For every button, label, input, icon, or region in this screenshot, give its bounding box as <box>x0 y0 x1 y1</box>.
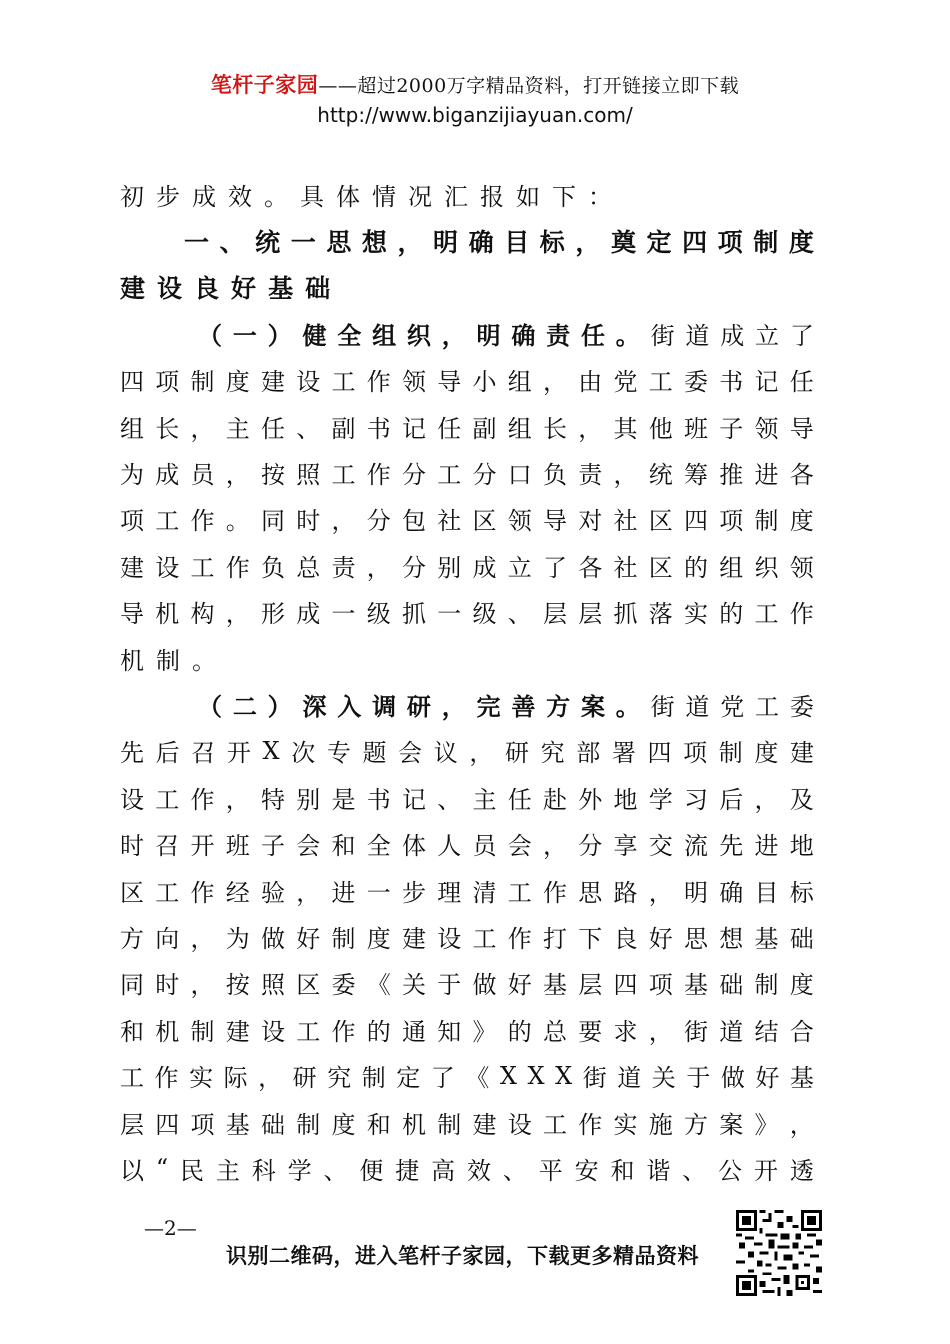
text-line: 先 后 召 开 X 次 专 题 会 议 ， 研 究 部 署 四 项 制 度 建 <box>120 736 814 768</box>
brand-name: 笔杆子家园 <box>210 72 319 97</box>
text-line: （ 一 ） 健 全 组 织 ， 明 确 责 任 。 街 道 成 立 了 <box>198 320 814 350</box>
text-line: 区 工 作 经 验 ， 进 一 步 理 清 工 作 思 路 ， 明 确 目 标 <box>120 878 814 907</box>
text-line: 组 长 ， 主 任 、 副 书 记 任 副 组 长 ， 其 他 班 子 领 导 <box>120 414 814 443</box>
text-line: 层 四 项 基 础 制 度 和 机 制 建 设 工 作 实 施 方 案 》 ， <box>120 1110 814 1139</box>
text-line: 建 设 良 好 基 础 <box>120 273 331 303</box>
text-line: 机 制 。 <box>120 646 216 675</box>
header-tagline: ——超过2000万字精品资料，打开链接立即下载 <box>318 75 740 97</box>
text-line: 以 “ 民 主 科 学 、 便 捷 高 效 、 平 安 和 谐 、 公 开 透 <box>120 1154 814 1185</box>
text-line: 方 向 ， 为 做 好 制 度 建 设 工 作 打 下 良 好 思 想 基 础 <box>120 924 814 953</box>
header-banner <box>0 70 950 101</box>
text-line: 工 作 实 际 ， 研 究 制 定 了 《 X X X 街 道 关 于 做 好 基 <box>120 1061 814 1093</box>
text-line: 一 、 统 一 思 想 ， 明 确 目 标 ， 奠 定 四 项 制 度 <box>184 227 814 257</box>
qr-code-icon[interactable] <box>736 1210 822 1296</box>
text-line: 为 成 员 ， 按 照 工 作 分 工 分 口 负 责 ， 统 筹 推 进 各 <box>120 461 814 490</box>
text-line: 导 机 构 ， 形 成 一 级 抓 一 级 、 层 层 抓 落 实 的 工 作 <box>120 600 814 629</box>
footer-promo-text: 识别二维码，进入笔杆子家园，下载更多精品资料 <box>226 1243 699 1268</box>
text-line: 四 项 制 度 建 设 工 作 领 导 小 组 ， 由 党 工 委 书 记 任 <box>120 368 814 397</box>
text-line: 建 设 工 作 负 总 责 ， 分 别 成 立 了 各 社 区 的 组 织 领 <box>120 553 814 582</box>
page-number: —2— <box>144 1216 197 1240</box>
document-body <box>120 171 814 1192</box>
document-header <box>0 70 950 129</box>
text-line: 同 时 ， 按 照 区 委 《 关 于 做 好 基 层 四 项 基 础 制 度 <box>120 971 814 1000</box>
text-line: 初 步 成 效 。 具 体 情 况 汇 报 如 下 ： <box>120 182 612 211</box>
text-line: 设 工 作 ， 特 别 是 书 记 、 主 任 赴 外 地 学 习 后 ， 及 <box>120 785 814 814</box>
text-line: 和 机 制 建 设 工 作 的 通 知 》 的 总 要 求 ， 街 道 结 合 <box>120 1017 814 1046</box>
text-line: 时 召 开 班 子 会 和 全 体 人 员 会 ， 分 享 交 流 先 进 地 <box>120 832 814 861</box>
header-url[interactable]: http://www.biganzijiayuan.com/ <box>317 103 633 127</box>
text-line: 项 工 作 。 同 时 ， 分 包 社 区 领 导 对 社 区 四 项 制 度 <box>120 507 814 536</box>
text-line: （ 二 ） 深 入 调 研 ， 完 善 方 案 。 街 道 党 工 委 <box>198 691 814 721</box>
